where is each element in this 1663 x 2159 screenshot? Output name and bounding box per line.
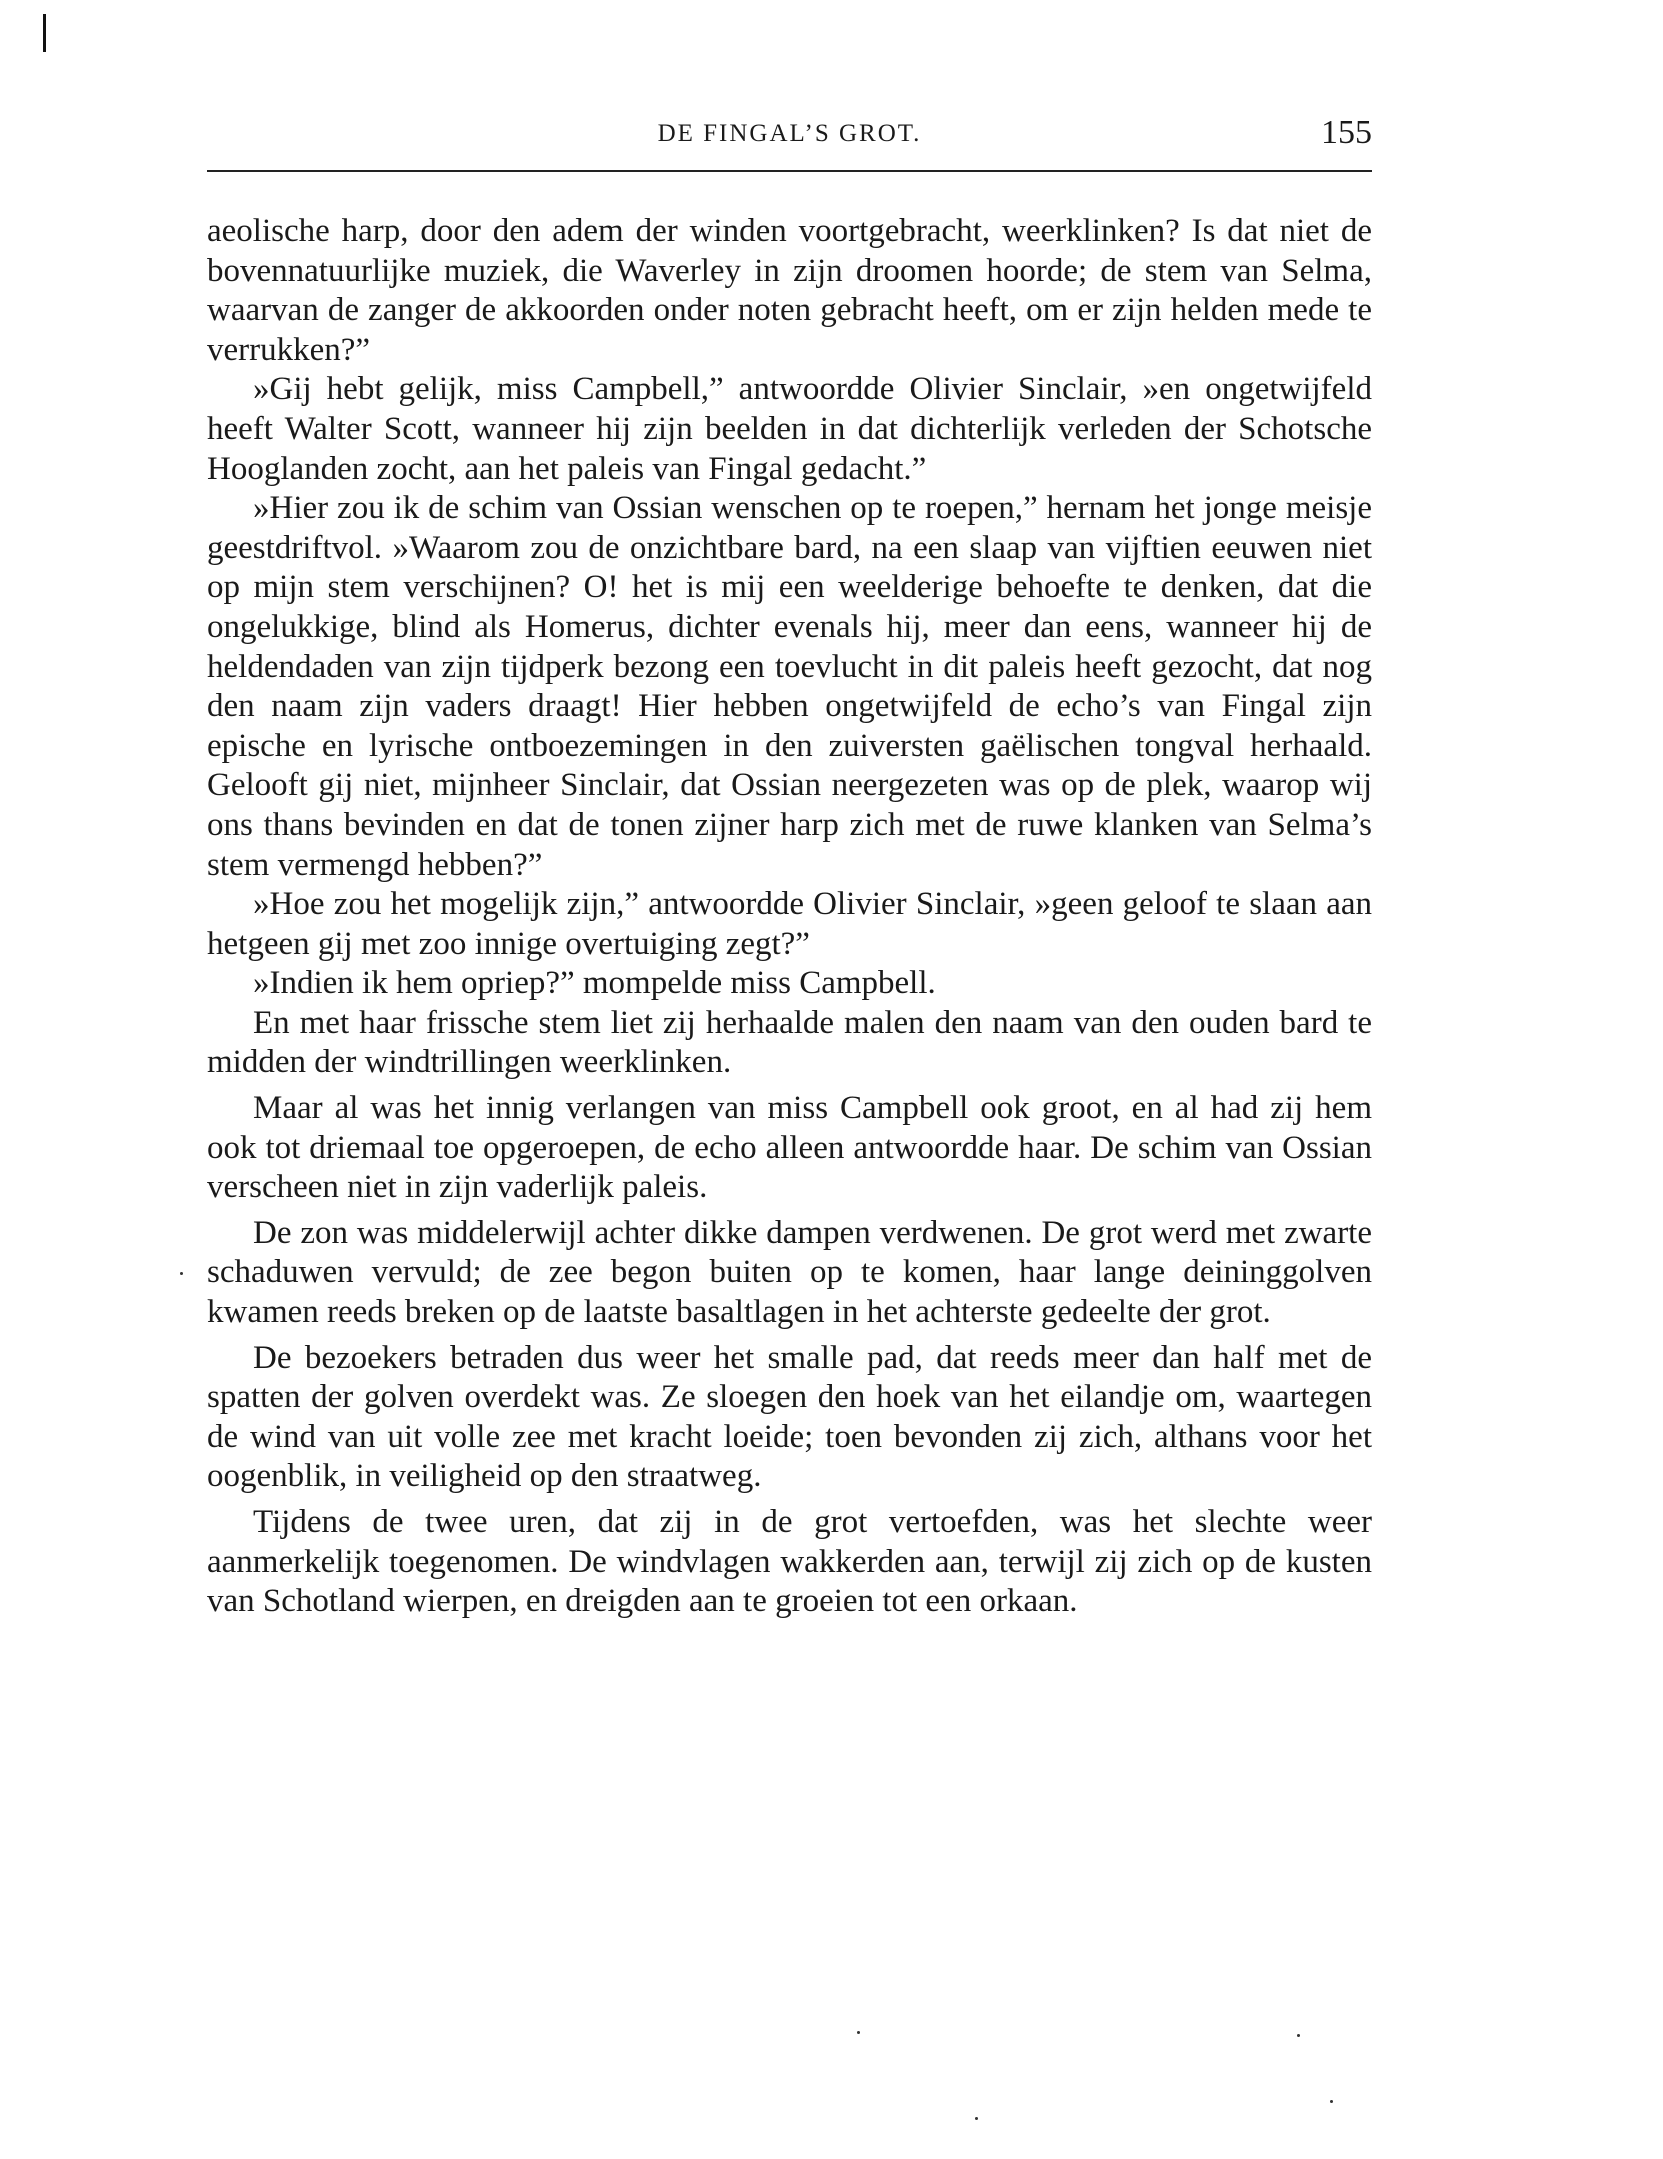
- header-rule: [207, 170, 1372, 172]
- paragraph: De zon was middelerwijl achter dikke dampen verdwenen. De grot werd met zwarte schaduwen vervuld; de zee begon buiten op te komen, haar lange deininggolven kwamen reeds breken op de laatste basaltlagen in het achterste gedeelte der grot.: [207, 1214, 1372, 1331]
- paragraph: »Indien ik hem opriep?” mompelde miss Campbell.: [253, 965, 936, 1002]
- paragraph: aeolische harp, door den adem der winden voortgebracht, weerklinken? Is dat niet de bovennatuurlijke muziek, die Waverley in zijn droomen hoorde; de stem van Selma, waarvan de zanger de akkoorden onder noten gebracht heeft, om er zijn helden mede te verrukken?”: [207, 213, 1372, 368]
- paragraph: De bezoekers betraden dus weer het smalle pad, dat reeds meer dan half met de spatten der golven overdekt was. Ze sloegen den hoek van het eilandje om, waartegen de wind van uit volle zee met kracht loeide; toen bevonden zij zich, althans voor het oogenblik, in veiligheid op den straatweg.: [207, 1339, 1372, 1495]
- scan-speck: [180, 1272, 183, 1275]
- paragraph: »Hier zou ik de schim van Ossian wenschen op te roepen,” hernam het jonge meisje geestdriftvol. »Waarom zou de onzichtbare bard, na een slaap van vijftien eeuwen niet op mijn stem verschijnen? O! het is mij een weelderige behoefte te denken, dat die ongelukkige, blind als Homerus, dichter evenals hij, meer dan eens, wanneer hij de heldendaden van zijn tijdperk bezong een toevlucht in dit paleis heeft gezocht, dat nog den naam zijn vaders draagt! Hier hebben ongetwijfeld de echo’s van Fingal zijn epische en lyrische ontboezemingen in den zuiversten gaëlischen tongval herhaald. Gelooft gij niet, mijnheer Sinclair, dat Ossian neergezeten was op de plek, waarop wij ons thans bevinden en dat de tonen zijner harp zich met de ruwe klanken van Selma’s stem vermengd hebben?”: [207, 490, 1372, 883]
- paragraph: »Gij hebt gelijk, miss Campbell,” antwoordde Olivier Sinclair, »en ongetwijfeld heeft Walter Scott, wanneer hij zijn beelden in dat dichterlijk verleden der Schotsche Hooglanden zocht, aan het paleis van Fingal gedacht.”: [207, 371, 1372, 487]
- scan-speck: [1297, 2034, 1300, 2037]
- scan-speck: [1330, 2100, 1333, 2103]
- scan-edge-mark: [43, 14, 46, 52]
- running-title: DE FINGAL’S GROT.: [657, 120, 922, 147]
- body-text: [207, 212, 1372, 1622]
- paragraph: »Hoe zou het mogelijk zijn,” antwoordde Olivier Sinclair, »geen geloof te slaan aan hetgeen gij met zoo innige overtuiging zegt?”: [207, 886, 1372, 962]
- paragraph: Maar al was het innig verlangen van miss Campbell ook groot, en al had zij hem ook tot driemaal toe opgeroepen, de echo alleen antwoordde haar. De schim van Ossian verscheen niet in zijn vaderlijk paleis.: [207, 1090, 1372, 1206]
- paragraph: Tijdens de twee uren, dat zij in de grot vertoefden, was het slechte weer aanmerkelijk toegenomen. De windvlagen wakkerden aan, terwijl zij zich op de kusten van Schotland wierpen, en dreigden aan te groeien tot een orkaan.: [207, 1504, 1372, 1620]
- scan-speck: [857, 2031, 860, 2034]
- page-number: 155: [1321, 114, 1372, 151]
- paragraph: En met haar frissche stem liet zij herhaalde malen den naam van den ouden bard te midden der windtrillingen weerklinken.: [207, 1004, 1372, 1081]
- scan-speck: [975, 2117, 978, 2120]
- page-header: [207, 110, 1372, 170]
